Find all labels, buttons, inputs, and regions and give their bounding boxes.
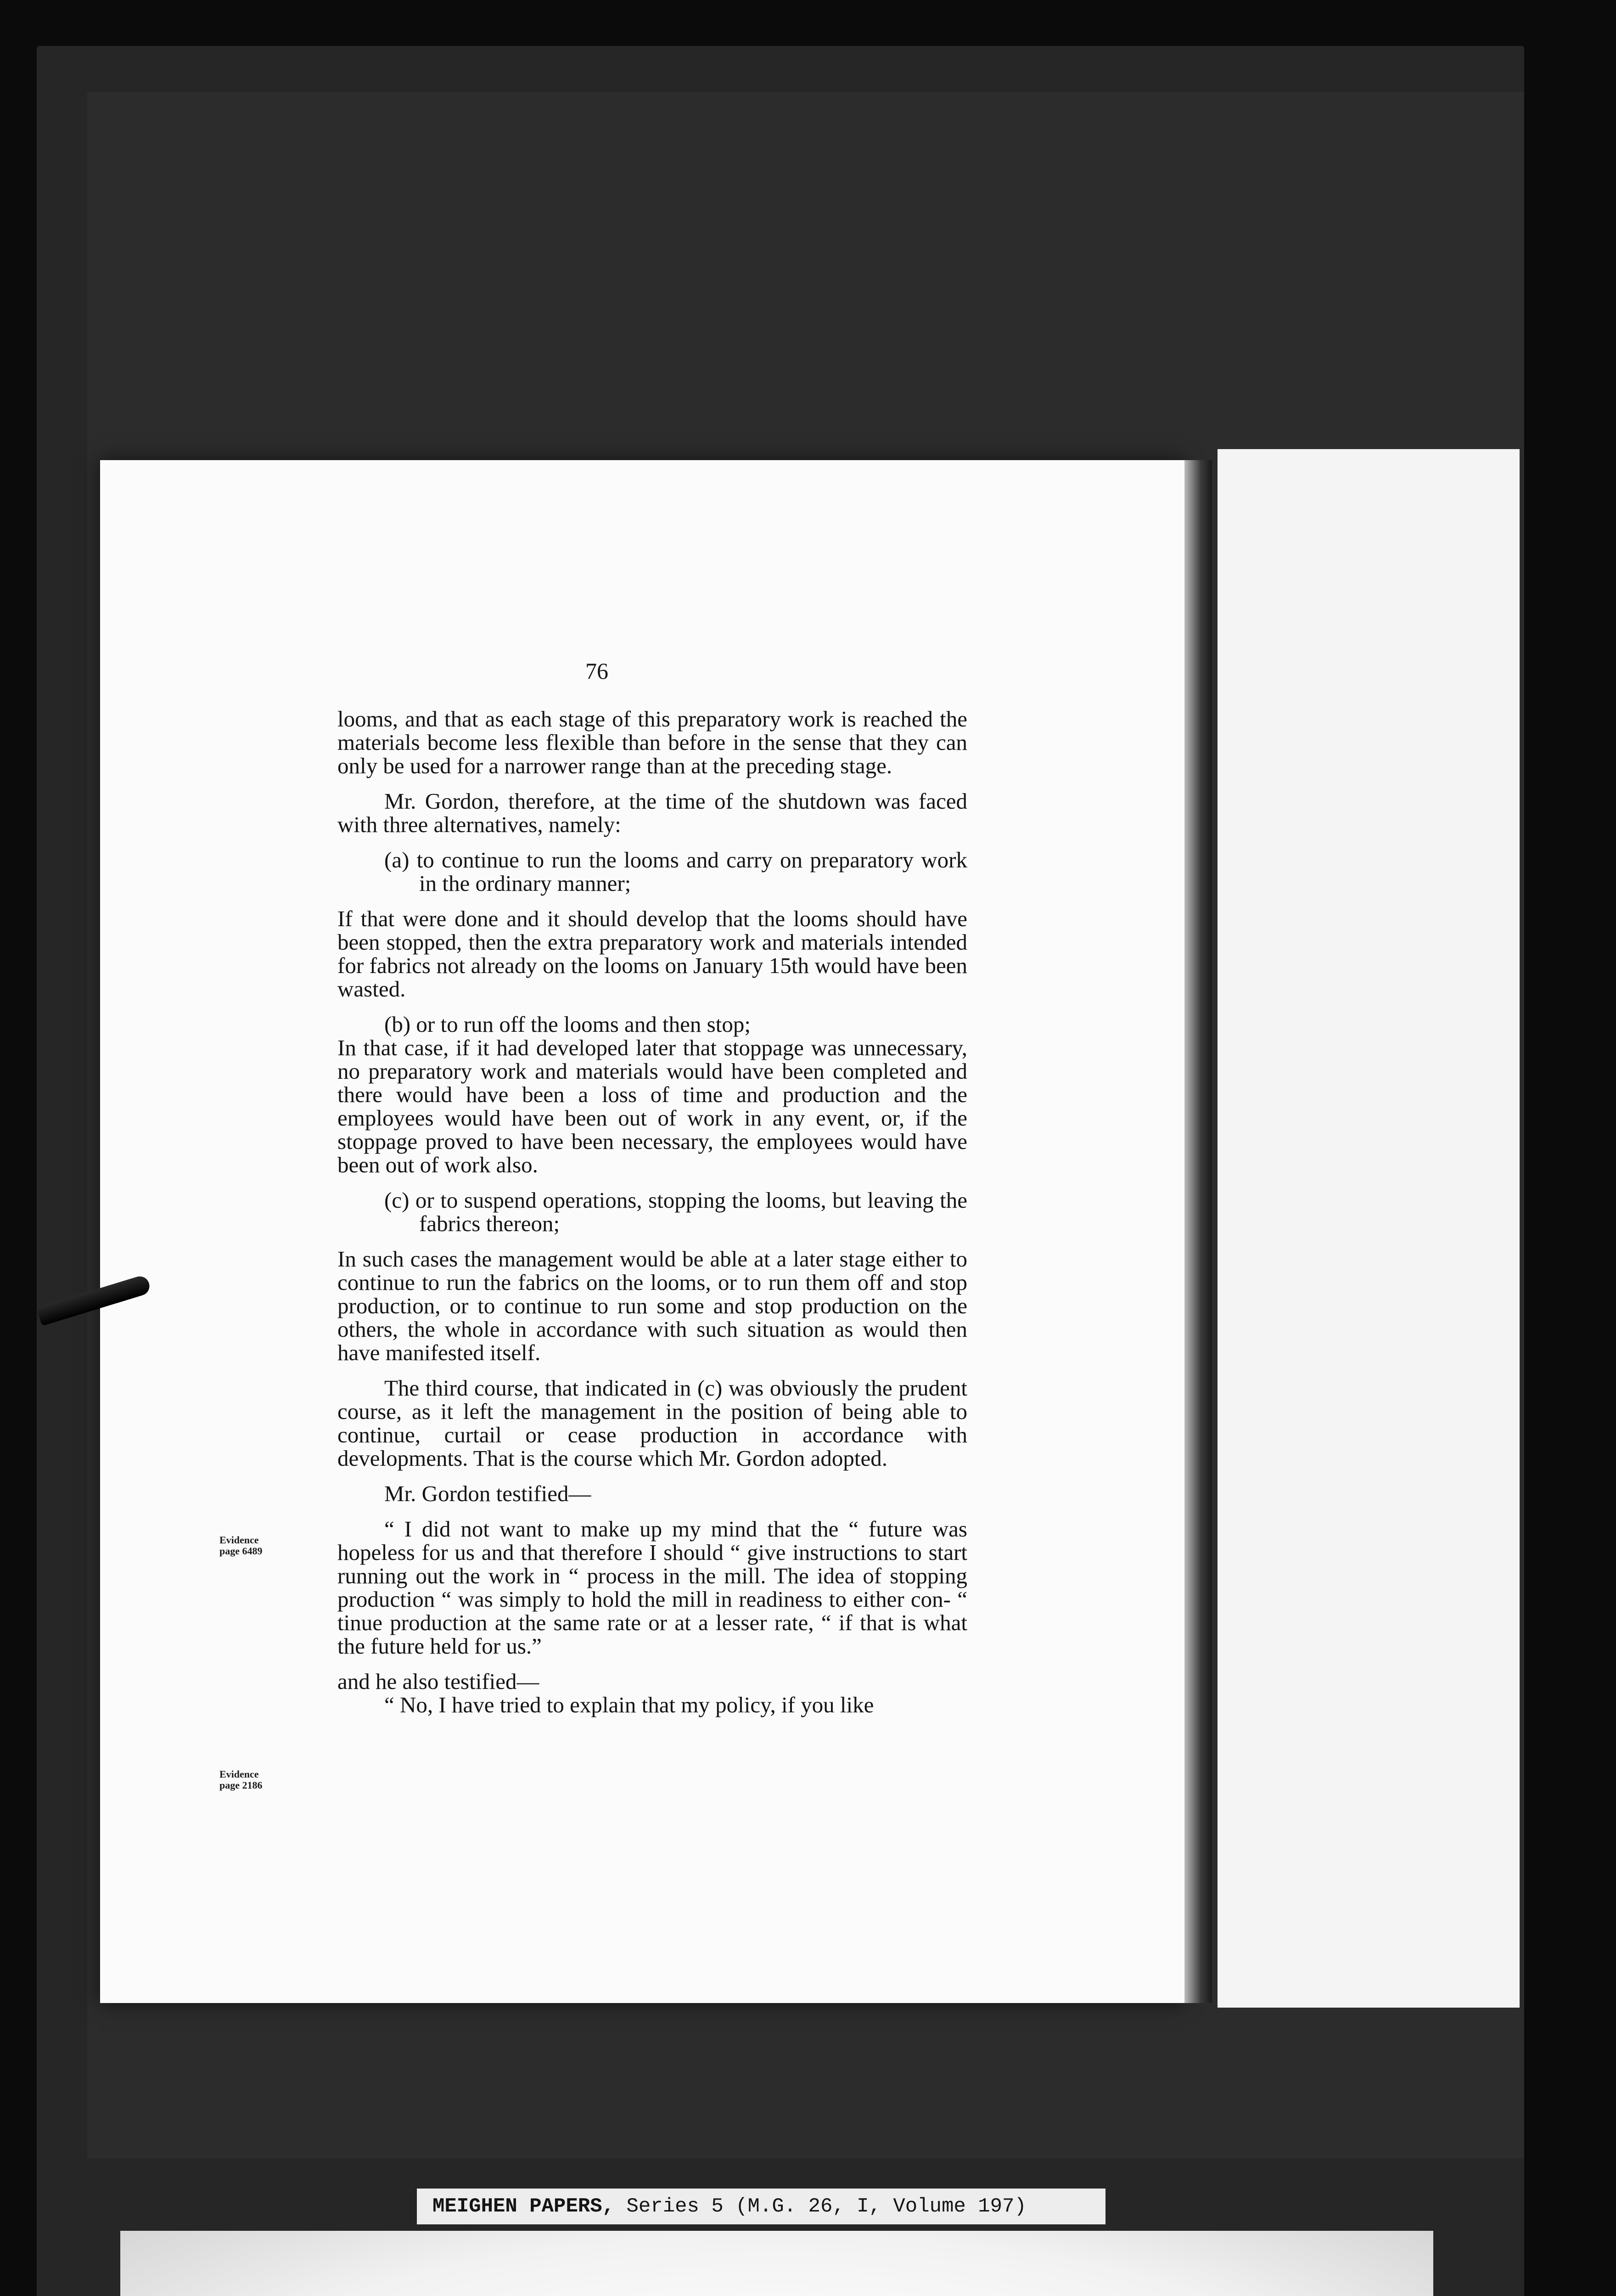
page-body	[337, 707, 967, 1728]
margin-note-label: Evidence	[219, 1534, 259, 1546]
margin-note-page: page 6489	[219, 1545, 263, 1557]
paragraph: looms, and that as each stage of this preparatory work is reached the materials become less flexible than before in the sense that they can only be used for a narrower range than at the preceding stage.	[337, 706, 967, 778]
collection-label	[417, 2189, 1105, 2224]
testimony-intro: and he also testified—	[337, 1669, 539, 1694]
paragraph: In such cases the management would be able at a later stage either to continue to run the fabrics on the looms, or to run them off and stop production, or to continue to run some and stop production on the others, the whole in accordance with such situation as would then have manifested itself.	[337, 1246, 967, 1365]
paragraph: The third course, that indicated in (c) was obviously the prudent course, as it left the management in the position of being able to continue, curtail or cease production in accordance with developments. That is the course which Mr. Gordon adopted.	[337, 1375, 967, 1471]
page-gutter	[1184, 460, 1212, 2003]
margin-note-evidence	[219, 1769, 263, 1791]
archive-card	[120, 2231, 1433, 2296]
testimony-quote: “ I did not want to make up my mind that the “ future was hopeless for us and that therefore I should “ give instructions to start running out the work in “ process in the mill. The idea of stopping production “ was simply to hold the mill in readiness to either con- “ tinue production at the same rate or at a lesser rate, “ if that is what the future held for us.”	[337, 1516, 967, 1659]
paragraph: In that case, if it had developed later that stoppage was unnecessary, no preparatory work and materials would have been completed and there would have been a loss of time and production and the employees would have been out of work in any event, or, if the stoppage proved to have been necessary, the employees would have been out of work also.	[337, 1035, 967, 1177]
collection-title: MEIGHEN PAPERS,	[432, 2195, 615, 2218]
testimony-quote: “ No, I have tried to explain that my policy, if you like	[384, 1692, 874, 1717]
alternative-b: (b) or to run off the looms and then stop;	[384, 1012, 751, 1037]
margin-note-evidence	[219, 1535, 263, 1557]
margin-note-page: page 2186	[219, 1779, 263, 1791]
testimony-intro: Mr. Gordon testified—	[384, 1481, 591, 1506]
alternative-c: (c) or to suspend operations, stopping the looms, but leaving the fabrics thereon;	[384, 1187, 967, 1236]
margin-note-label: Evidence	[219, 1768, 259, 1780]
collection-reference: Series 5 (M.G. 26, I, Volume 197)	[626, 2195, 1027, 2218]
alternative-a: (a) to continue to run the looms and carry on preparatory work in the ordinary manner;	[384, 847, 967, 896]
facing-page	[1218, 449, 1520, 2008]
page-number: 76	[585, 658, 608, 684]
paragraph: Mr. Gordon, therefore, at the time of the shutdown was faced with three alternatives, namely:	[337, 788, 967, 837]
paragraph: If that were done and it should develop that the looms should have been stopped, then the extra preparatory work and materials intended for fabrics not already on the looms on January 15th would have been wasted.	[337, 906, 967, 1002]
